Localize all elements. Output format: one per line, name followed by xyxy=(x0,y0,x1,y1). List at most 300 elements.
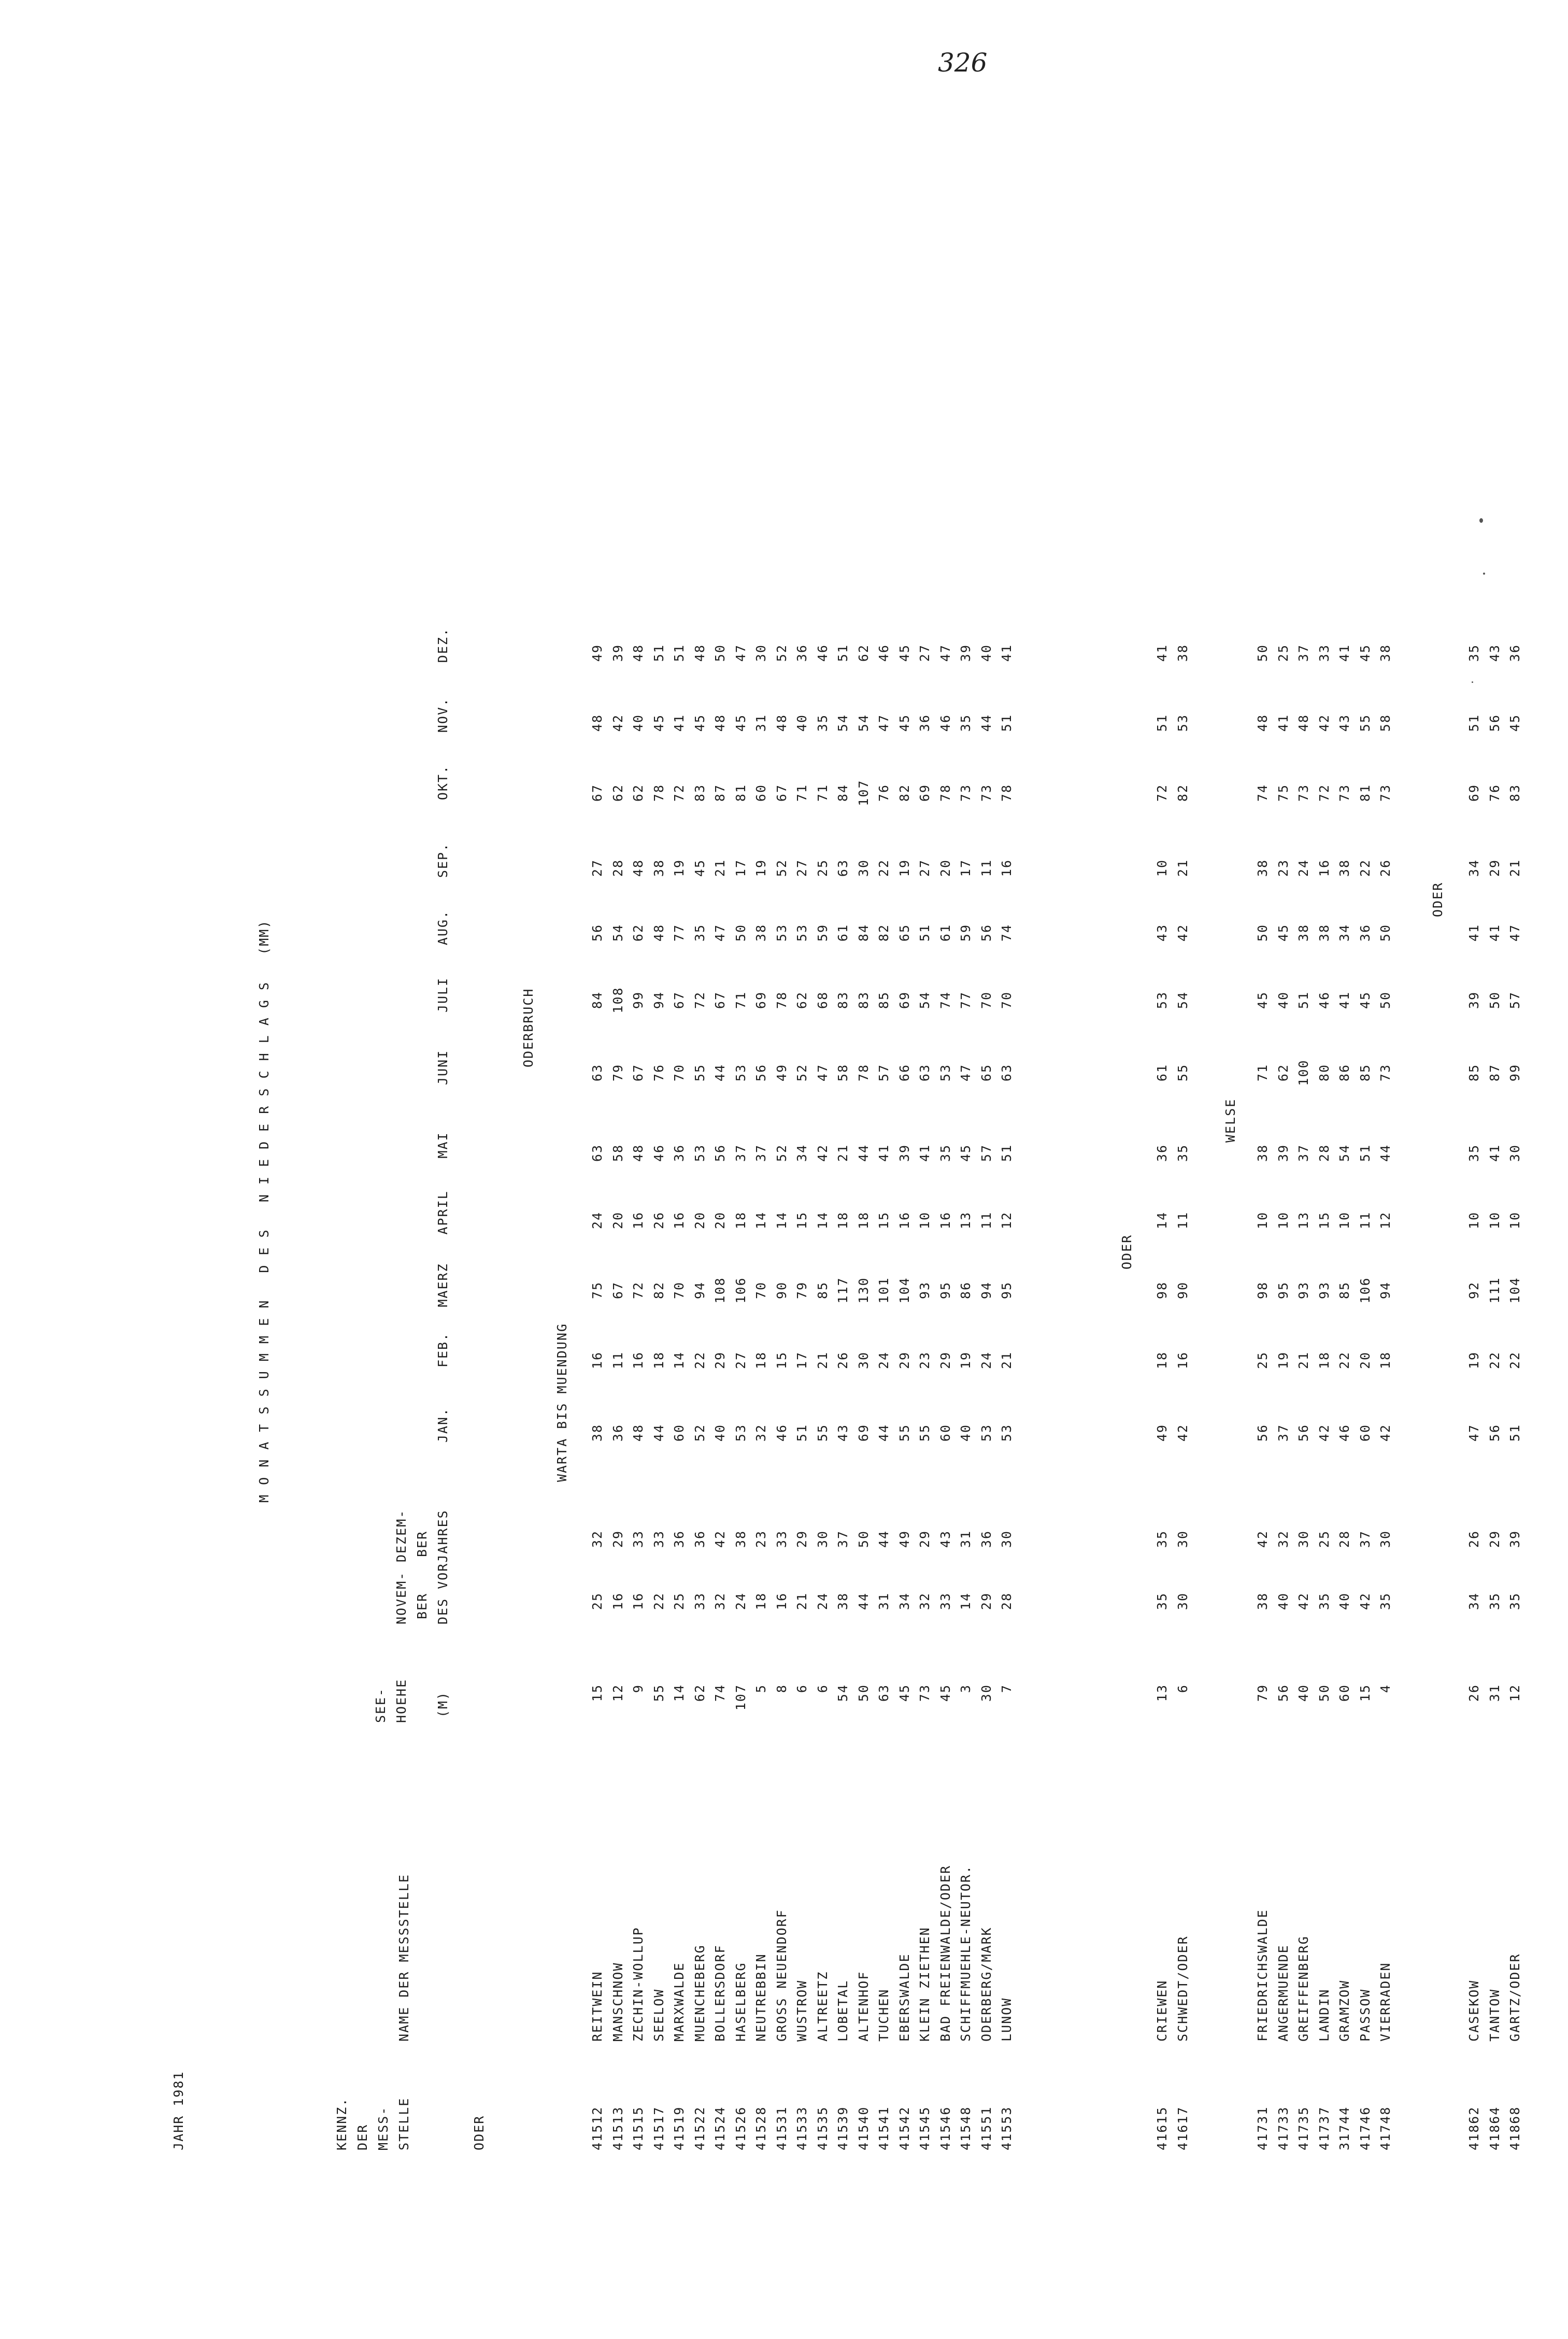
table-cell: 17 xyxy=(794,1351,809,1370)
table-cell: 87 xyxy=(712,783,728,802)
table-cell: 70 xyxy=(672,1281,687,1300)
station-height: 50 xyxy=(1316,1684,1332,1702)
table-cell: 16 xyxy=(774,1592,789,1610)
table-cell: 11 xyxy=(610,1351,625,1370)
table-cell: 50 xyxy=(1487,991,1502,1009)
station-height: 6 xyxy=(794,1684,809,1693)
table-cell: 78 xyxy=(937,783,953,802)
table-cell: 42 xyxy=(1357,1592,1373,1610)
table-cell: 45 xyxy=(896,714,912,732)
table-cell: 45 xyxy=(692,714,707,732)
table-cell: 34 xyxy=(1337,923,1352,942)
table-cell: 49 xyxy=(896,1530,912,1548)
table-cell: 30 xyxy=(815,1530,830,1548)
table-cell: 85 xyxy=(815,1281,830,1300)
table-cell: 28 xyxy=(999,1592,1014,1610)
table-cell: 62 xyxy=(610,783,625,802)
station-height: 5 xyxy=(753,1684,768,1693)
table-cell: 48 xyxy=(1296,714,1311,732)
table-cell: 19 xyxy=(672,859,687,877)
table-cell: 78 xyxy=(774,991,789,1009)
table-cell: 10 xyxy=(1154,859,1170,877)
header-name: NAME DER MESSSTELLE xyxy=(396,1874,411,2042)
table-cell: 55 xyxy=(1175,1063,1190,1082)
table-cell: 82 xyxy=(651,1281,666,1300)
table-cell: 17 xyxy=(958,859,973,877)
table-cell: 19 xyxy=(896,859,912,877)
station-height: 54 xyxy=(835,1684,850,1702)
table-cell: 29 xyxy=(610,1530,625,1548)
table-cell: 51 xyxy=(1154,714,1170,732)
speck xyxy=(1479,518,1483,523)
station-height: 6 xyxy=(1175,1684,1190,1693)
table-cell: 62 xyxy=(631,783,646,802)
table-cell: 16 xyxy=(937,1211,953,1230)
table-cell: 53 xyxy=(794,923,809,942)
station-name: WUSTROW xyxy=(794,1979,809,2042)
table-cell: 56 xyxy=(1487,714,1502,732)
table-cell: 65 xyxy=(896,923,912,942)
table-cell: 28 xyxy=(1337,1530,1352,1548)
table-cell: 22 xyxy=(1337,1351,1352,1370)
header-kennz-1: KENNZ. xyxy=(334,2097,349,2150)
table-cell: 56 xyxy=(1296,1423,1311,1442)
table-cell: 36 xyxy=(692,1530,707,1548)
table-cell: 30 xyxy=(1507,1144,1522,1162)
station-name: SCHIFFMUEHLE-NEUTOR. xyxy=(958,1864,973,2042)
table-cell: 93 xyxy=(917,1281,932,1300)
table-cell: 36 xyxy=(794,644,809,662)
station-height: 107 xyxy=(733,1684,748,1711)
table-cell: 38 xyxy=(1296,923,1311,942)
table-cell: 11 xyxy=(978,1211,994,1230)
table-cell: 21 xyxy=(999,1351,1014,1370)
table-cell: 22 xyxy=(651,1592,666,1610)
table-cell: 11 xyxy=(978,859,994,877)
table-cell: 15 xyxy=(794,1211,809,1230)
table-cell: 82 xyxy=(896,783,912,802)
table-cell: 48 xyxy=(631,644,646,662)
table-cell: 47 xyxy=(958,1063,973,1082)
month-header: JUNI xyxy=(435,1049,450,1086)
station-id: 41531 xyxy=(774,2106,789,2150)
table-cell: 104 xyxy=(896,1277,912,1304)
table-cell: 79 xyxy=(610,1063,625,1082)
table-cell: 33 xyxy=(651,1530,666,1548)
speck xyxy=(1472,681,1473,683)
table-cell: 61 xyxy=(1154,1063,1170,1082)
table-cell: 41 xyxy=(1466,923,1481,942)
table-cell: 37 xyxy=(1275,1423,1291,1442)
table-cell: 45 xyxy=(651,714,666,732)
table-cell: 25 xyxy=(1316,1530,1332,1548)
table-cell: 56 xyxy=(1255,1423,1270,1442)
station-name: VIERRADEN xyxy=(1378,1962,1393,2042)
table-cell: 90 xyxy=(774,1281,789,1300)
table-cell: 36 xyxy=(610,1423,625,1442)
station-name: ZECHIN-WOLLUP xyxy=(631,1927,646,2042)
table-cell: 29 xyxy=(917,1530,932,1548)
table-cell: 16 xyxy=(631,1351,646,1370)
table-cell: 41 xyxy=(1337,644,1352,662)
table-cell: 46 xyxy=(1337,1423,1352,1442)
table-cell: 35 xyxy=(1487,1592,1502,1610)
station-name: GROSS NEUENDORF xyxy=(774,1909,789,2042)
table-cell: 15 xyxy=(1316,1211,1332,1230)
table-cell: 17 xyxy=(733,859,748,877)
station-id: 41748 xyxy=(1378,2106,1393,2150)
table-cell: 21 xyxy=(712,859,728,877)
table-cell: 10 xyxy=(1487,1211,1502,1230)
station-height: 4 xyxy=(1378,1684,1393,1693)
station-id: 41617 xyxy=(1175,2106,1190,2150)
table-cell: 30 xyxy=(1175,1530,1190,1548)
table-cell: 95 xyxy=(999,1281,1014,1300)
table-cell: 35 xyxy=(1175,1144,1190,1162)
station-name: BAD FREIENWALDE/ODER xyxy=(937,1864,953,2042)
table-cell: 69 xyxy=(856,1423,871,1442)
month-header: JULI xyxy=(435,977,450,1013)
table-cell: 44 xyxy=(978,714,994,732)
table-cell: 38 xyxy=(1255,1144,1270,1162)
table-cell: 18 xyxy=(1154,1351,1170,1370)
table-cell: 26 xyxy=(1466,1530,1481,1548)
station-id: 41542 xyxy=(896,2106,912,2150)
table-cell: 72 xyxy=(631,1281,646,1300)
station-id: 41868 xyxy=(1507,2106,1522,2150)
table-cell: 38 xyxy=(1378,644,1393,662)
table-cell: 29 xyxy=(937,1351,953,1370)
station-name: REITWEIN xyxy=(590,1971,605,2042)
station-height: 12 xyxy=(1507,1684,1522,1702)
table-cell: 39 xyxy=(958,644,973,662)
station-id: 41546 xyxy=(937,2106,953,2150)
table-cell: 48 xyxy=(1255,714,1270,732)
table-cell: 54 xyxy=(835,714,850,732)
table-cell: 86 xyxy=(958,1281,973,1300)
table-cell: 38 xyxy=(1255,859,1270,877)
table-cell: 94 xyxy=(978,1281,994,1300)
table-cell: 16 xyxy=(1175,1351,1190,1370)
table-cell: 31 xyxy=(958,1530,973,1548)
table-cell: 85 xyxy=(876,991,891,1009)
table-cell: 46 xyxy=(876,644,891,662)
table-cell: 68 xyxy=(815,991,830,1009)
station-name: KLEIN ZIETHEN xyxy=(917,1927,932,2042)
table-cell: 16 xyxy=(590,1351,605,1370)
table-cell: 13 xyxy=(958,1211,973,1230)
station-id: 41533 xyxy=(794,2106,809,2150)
table-cell: 41 xyxy=(876,1144,891,1162)
table-cell: 56 xyxy=(753,1063,768,1082)
table-cell: 44 xyxy=(712,1063,728,1082)
table-cell: 33 xyxy=(692,1592,707,1610)
table-cell: 69 xyxy=(896,991,912,1009)
month-header: OKT. xyxy=(435,764,450,801)
table-cell: 62 xyxy=(631,923,646,942)
table-cell: 20 xyxy=(712,1211,728,1230)
table-cell: 49 xyxy=(590,644,605,662)
table-cell: 117 xyxy=(835,1277,850,1304)
table-cell: 55 xyxy=(917,1423,932,1442)
table-cell: 36 xyxy=(672,1144,687,1162)
station-id: 41513 xyxy=(610,2106,625,2150)
table-cell: 18 xyxy=(1316,1351,1332,1370)
table-cell: 85 xyxy=(1337,1281,1352,1300)
table-cell: 11 xyxy=(1357,1211,1373,1230)
table-cell: 28 xyxy=(610,859,625,877)
table-cell: 106 xyxy=(733,1277,748,1304)
table-cell: 30 xyxy=(999,1530,1014,1548)
station-height: 79 xyxy=(1255,1684,1270,1702)
table-cell: 28 xyxy=(1316,1144,1332,1162)
table-cell: 67 xyxy=(590,783,605,802)
table-cell: 83 xyxy=(856,991,871,1009)
month-header: MAERZ xyxy=(435,1263,450,1307)
table-cell: 55 xyxy=(896,1423,912,1442)
table-cell: 38 xyxy=(651,859,666,877)
table-cell: 41 xyxy=(1487,1144,1502,1162)
header-kennz-3: MESS- xyxy=(376,2106,391,2150)
table-cell: 16 xyxy=(631,1211,646,1230)
station-id: 41864 xyxy=(1487,2106,1502,2150)
table-cell: 86 xyxy=(1337,1063,1352,1082)
table-cell: 72 xyxy=(672,783,687,802)
table-cell: 37 xyxy=(1296,644,1311,662)
table-cell: 53 xyxy=(937,1063,953,1082)
station-name: PASSOW xyxy=(1357,1988,1373,2042)
table-cell: 35 xyxy=(1466,1144,1481,1162)
table-cell: 47 xyxy=(876,714,891,732)
table-cell: 31 xyxy=(753,714,768,732)
station-id: 41535 xyxy=(815,2106,830,2150)
table-cell: 44 xyxy=(1378,1144,1393,1162)
table-cell: 71 xyxy=(815,783,830,802)
table-cell: 59 xyxy=(958,923,973,942)
table-cell: 52 xyxy=(774,1144,789,1162)
table-cell: 73 xyxy=(1378,1063,1393,1082)
table-cell: 12 xyxy=(999,1211,1014,1230)
station-height: 60 xyxy=(1337,1684,1352,1702)
station-name: MARXWALDE xyxy=(672,1962,687,2042)
station-name: GARTZ/ODER xyxy=(1507,1953,1522,2042)
table-cell: 107 xyxy=(856,779,871,806)
table-cell: 33 xyxy=(631,1530,646,1548)
station-id: 41512 xyxy=(590,2106,605,2150)
table-cell: 45 xyxy=(733,714,748,732)
table-cell: 21 xyxy=(815,1351,830,1370)
table-cell: 73 xyxy=(1296,783,1311,802)
table-cell: 52 xyxy=(692,1423,707,1442)
table-cell: 50 xyxy=(1255,923,1270,942)
table-cell: 73 xyxy=(978,783,994,802)
table-cell: 83 xyxy=(692,783,707,802)
table-cell: 43 xyxy=(1154,923,1170,942)
table-cell: 15 xyxy=(774,1351,789,1370)
table-title: M O N A T S S U M M E N D E S N I E D E R S C H L A G S (MM) xyxy=(256,919,272,1503)
river-label: ODER xyxy=(472,2115,487,2150)
table-cell: 24 xyxy=(1296,859,1311,877)
table-cell: 40 xyxy=(794,714,809,732)
table-cell: 33 xyxy=(774,1530,789,1548)
table-cell: 24 xyxy=(876,1351,891,1370)
station-name: GRAMZOW xyxy=(1337,1979,1352,2042)
table-cell: 53 xyxy=(1154,991,1170,1009)
table-cell: 60 xyxy=(937,1423,953,1442)
station-id: 41528 xyxy=(753,2106,768,2150)
table-cell: 95 xyxy=(1275,1281,1291,1300)
table-cell: 48 xyxy=(712,714,728,732)
table-cell: 32 xyxy=(712,1592,728,1610)
table-cell: 40 xyxy=(1337,1592,1352,1610)
table-cell: 43 xyxy=(1337,714,1352,732)
table-cell: 53 xyxy=(1175,714,1190,732)
table-cell: 54 xyxy=(1175,991,1190,1009)
table-cell: 41 xyxy=(1275,714,1291,732)
table-cell: 29 xyxy=(978,1592,994,1610)
header-see-1: SEE- xyxy=(373,1687,388,1723)
table-cell: 69 xyxy=(753,991,768,1009)
table-cell: 111 xyxy=(1487,1277,1502,1304)
station-name: ODERBERG/MARK xyxy=(978,1927,994,2042)
station-id: 41551 xyxy=(978,2106,994,2150)
table-cell: 41 xyxy=(917,1144,932,1162)
header-dez-2: BER xyxy=(415,1530,430,1557)
table-cell: 69 xyxy=(1466,783,1481,802)
table-cell: 52 xyxy=(774,644,789,662)
table-cell: 81 xyxy=(733,783,748,802)
table-cell: 32 xyxy=(753,1423,768,1442)
table-cell: 51 xyxy=(999,1144,1014,1162)
table-cell: 19 xyxy=(1275,1351,1291,1370)
table-cell: 35 xyxy=(1378,1592,1393,1610)
table-cell: 43 xyxy=(937,1530,953,1548)
table-cell: 93 xyxy=(1316,1281,1332,1300)
table-cell: 21 xyxy=(1507,859,1522,877)
table-cell: 74 xyxy=(999,923,1014,942)
table-cell: 35 xyxy=(1316,1592,1332,1610)
table-cell: 33 xyxy=(1316,644,1332,662)
station-id: 41545 xyxy=(917,2106,932,2150)
table-cell: 10 xyxy=(1507,1211,1522,1230)
station-id: 31744 xyxy=(1337,2106,1352,2150)
table-cell: 99 xyxy=(631,991,646,1009)
table-cell: 62 xyxy=(1275,1063,1291,1082)
table-cell: 34 xyxy=(896,1592,912,1610)
header-nov-1: NOVEM- xyxy=(394,1571,409,1624)
table-cell: 36 xyxy=(917,714,932,732)
table-cell: 78 xyxy=(999,783,1014,802)
table-cell: 80 xyxy=(1316,1063,1332,1082)
table-cell: 19 xyxy=(1466,1351,1481,1370)
station-name: HASELBERG xyxy=(733,1962,748,2042)
station-name: SEELOW xyxy=(651,1988,666,2042)
table-cell: 38 xyxy=(590,1423,605,1442)
station-height: 40 xyxy=(1296,1684,1311,1702)
station-name: MUENCHEBERG xyxy=(692,1944,707,2042)
table-cell: 26 xyxy=(835,1351,850,1370)
table-cell: 32 xyxy=(1275,1530,1291,1548)
table-cell: 74 xyxy=(937,991,953,1009)
table-cell: 36 xyxy=(1154,1144,1170,1162)
year-label: JAHR 1981 xyxy=(171,2071,186,2150)
table-cell: 37 xyxy=(1296,1144,1311,1162)
table-cell: 14 xyxy=(774,1211,789,1230)
table-cell: 35 xyxy=(1154,1530,1170,1548)
table-cell: 71 xyxy=(733,991,748,1009)
month-header: JAN. xyxy=(435,1407,450,1443)
table-cell: 22 xyxy=(692,1351,707,1370)
table-cell: 76 xyxy=(1487,783,1502,802)
table-cell: 47 xyxy=(1466,1423,1481,1442)
table-cell: 42 xyxy=(1175,1423,1190,1442)
table-cell: 47 xyxy=(1507,923,1522,942)
table-cell: 52 xyxy=(774,859,789,877)
station-height: 7 xyxy=(999,1684,1014,1693)
station-id: 41731 xyxy=(1255,2106,1270,2150)
table-cell: 50 xyxy=(1255,644,1270,662)
table-cell: 45 xyxy=(1255,991,1270,1009)
table-cell: 63 xyxy=(590,1063,605,1082)
table-cell: 20 xyxy=(1357,1351,1373,1370)
header-see-2: HOEHE xyxy=(394,1678,409,1723)
station-id: 41526 xyxy=(733,2106,748,2150)
table-cell: 108 xyxy=(712,1277,728,1304)
table-cell: 21 xyxy=(1296,1351,1311,1370)
table-cell: 94 xyxy=(1378,1281,1393,1300)
table-cell: 71 xyxy=(1255,1063,1270,1082)
table-cell: 25 xyxy=(1255,1351,1270,1370)
station-name: ALTREETZ xyxy=(815,1971,830,2042)
table-cell: 40 xyxy=(978,644,994,662)
month-header: MAI xyxy=(435,1132,450,1159)
table-cell: 58 xyxy=(835,1063,850,1082)
table-cell: 58 xyxy=(610,1144,625,1162)
table-cell: 53 xyxy=(692,1144,707,1162)
table-cell: 98 xyxy=(1255,1281,1270,1300)
table-cell: 61 xyxy=(937,923,953,942)
table-cell: 23 xyxy=(1275,859,1291,877)
table-cell: 51 xyxy=(835,644,850,662)
table-cell: 24 xyxy=(590,1211,605,1230)
table-cell: 108 xyxy=(610,987,625,1014)
station-height: 45 xyxy=(937,1684,953,1702)
table-cell: 44 xyxy=(876,1423,891,1442)
table-cell: 34 xyxy=(794,1144,809,1162)
station-name: CRIEWEN xyxy=(1154,1979,1170,2042)
station-id: 41540 xyxy=(856,2106,871,2150)
station-name: ALTENHOF xyxy=(856,1971,871,2042)
table-cell: 54 xyxy=(610,923,625,942)
table-cell: 39 xyxy=(1275,1144,1291,1162)
station-name: TUCHEN xyxy=(876,1988,891,2042)
header-nov-2: BER xyxy=(415,1592,430,1619)
station-height: 55 xyxy=(651,1684,666,1702)
table-cell: 21 xyxy=(835,1144,850,1162)
table-cell: 29 xyxy=(794,1530,809,1548)
station-height: 56 xyxy=(1275,1684,1291,1702)
table-cell: 23 xyxy=(753,1530,768,1548)
table-cell: 73 xyxy=(1337,783,1352,802)
table-cell: 95 xyxy=(937,1281,953,1300)
table-cell: 60 xyxy=(1357,1423,1373,1442)
table-cell: 45 xyxy=(1357,991,1373,1009)
table-cell: 93 xyxy=(1296,1281,1311,1300)
station-id: 41539 xyxy=(835,2106,850,2150)
table-cell: 45 xyxy=(896,644,912,662)
station-height: 50 xyxy=(856,1684,871,1702)
table-cell: 42 xyxy=(1316,714,1332,732)
